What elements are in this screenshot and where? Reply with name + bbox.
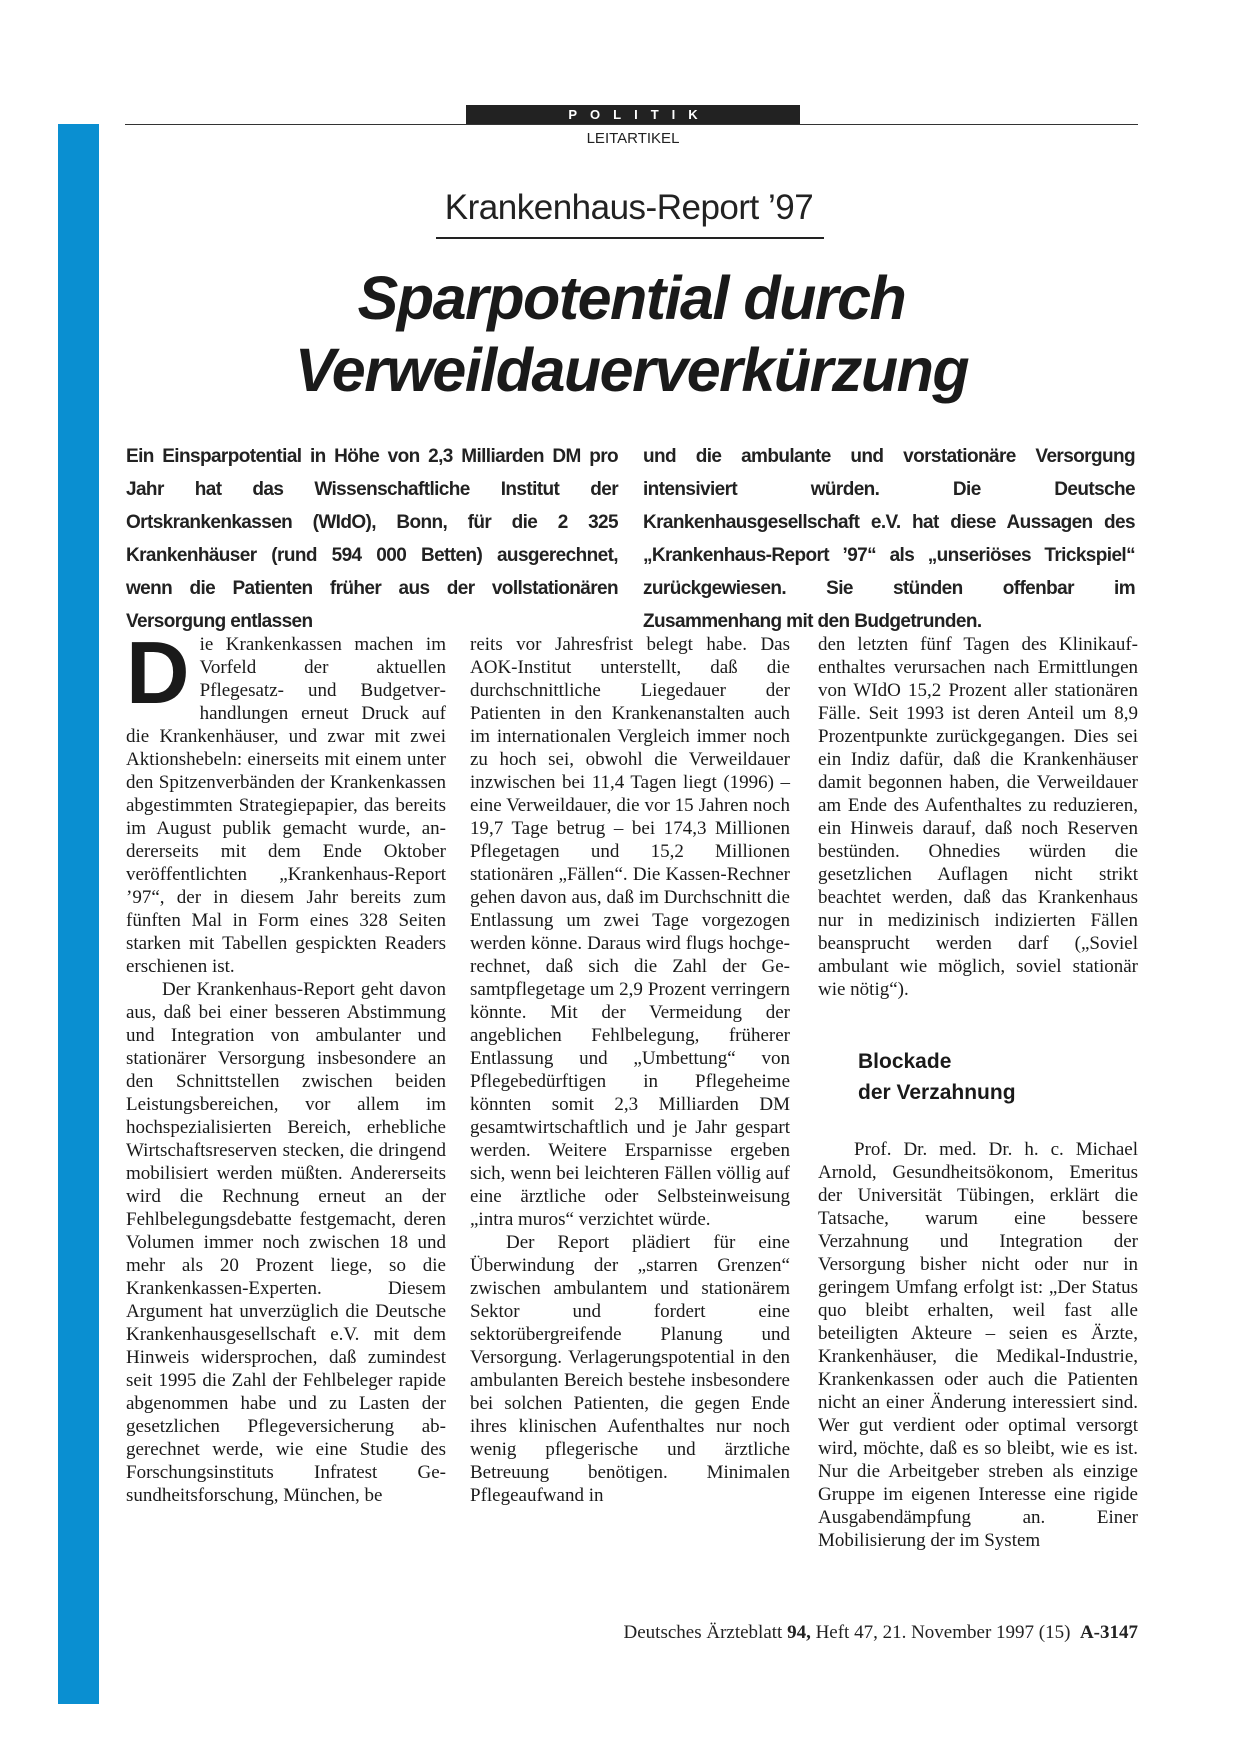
issue-info: Heft 47, 21. November 1997 (15) [815, 1622, 1071, 1643]
body-column-3 [818, 633, 1138, 1552]
headline [125, 262, 1138, 406]
section-label: POLITIK [466, 105, 800, 124]
body-column-2 [470, 633, 790, 1507]
body-paragraph: den letzten fünf Tagen des Klinikaufenthaltes verursachen nach Ermittlungen von WIdO 15,2 Prozent aller stationären Fälle. Seit 1993 ist deren Anteil um 8,9 Prozentpunkte zurückgegangen. Dies sei ein Indiz dafür, daß die Krankenhäuser damit begonnen haben, die Verweildauer am Ende des Aufenthaltes zu reduzieren, ein Hinweis darauf, daß noch Reserven bestünden. Ohnedies würden die gesetzlichen Auflagen nicht strikt beachtet werden, daß das Krankenhaus nur in medizinisch indizierten Fällen beansprucht werden darf („Soviel ambulant wie möglich, soviel stationär wie nötig“). [818, 634, 1138, 1000]
kicker: Krankenhaus-Report ’97 [444, 188, 814, 227]
paragraph-text: ie Krankenkassen machen im Vorfeld der aktuellen Pflegesatz- und Budgetverhandlungen erneut Druck auf die Krankenhäuser, und zwar mit zwei Aktionshebeln: einerseits mit einem unter den Spitzenverbänden der Krankenkassen abgestimmten Strategiepapier, das bereits im August publik gemacht wurde, andererseits mit dem Ende Oktober veröffentlichten „Krankenhaus-Report ’97“, der in diesem Jahr bereits zum fünften Mal in Form eines 328 Seiten starken mit Tabellen gespickten Readers erschienen ist. [126, 634, 446, 977]
kicker-rule [436, 237, 824, 239]
body-paragraph: Prof. Dr. med. Dr. h. c. Michael Arnold, Gesundheitsökonom, Emeritus der Universität Tübingen, erklärt die Tatsache, warum eine bessere Verzahnung und Integration der Versorgung bisher nicht oder nur in geringem Umfang erfolgt ist: „Der Status quo bleibt erhalten, weil fast alle beteiligten Akteure – seien es Ärzte, Krankenhäuser, die Medikal-Industrie, Krankenkassen oder auch die Patienten nicht an einer Änderung interessiert sind. Wer gut verdient oder optimal versorgt wird, möchte, daß es so bleibt, wie es ist. Nur die Arbeitgeber streben als einzige Gruppe im eigenen Interesse eine rigide Ausgabendämpfung an. Einer Mobilisierung der im System [818, 1139, 1138, 1551]
subheading-line-1: Blockade [858, 1050, 952, 1073]
lead-left: Ein Einsparpotential in Höhe von 2,3 Milliarden DM pro Jahr hat das Wissenschaftliche Institut der Ortskrankenkassen (WIdO), Bonn, für die 2 325 Krankenhäuser (rund 594 000 Betten) ausgerechnet, wenn die Patienten früher aus der vollstationären Versorgung entlassen [126, 446, 618, 632]
drop-cap: D [126, 623, 190, 722]
page-number: A-3147 [1079, 1622, 1138, 1643]
header-rule [125, 124, 1138, 125]
headline-line-2: Verweildauerverkürzung [294, 336, 969, 404]
journal-volume: 94, [787, 1622, 811, 1643]
body-paragraph: Der Report plädiert für eine Überwindung der „starren Grenzen“ zwischen ambulantem und stationärem Sektor und fordert eine sektorübergreifende Planung und Versorgung. Verlagerungspotential in den ambulanten Bereich bestehe insbesondere bei solchen Patienten, die gegen Ende ihres klinischen Aufenthaltes nur noch wenig pflegerische und ärztliche Betreuung benötigen. Minimalen Pflegeaufwand in [470, 1232, 790, 1506]
body-column-1 [126, 623, 446, 1507]
section-sublabel: LEITARTIKEL [586, 130, 680, 147]
journal-name: Deutsches Ärzteblatt [623, 1622, 783, 1643]
body-paragraph [126, 623, 446, 978]
subheading-line-2: der Verzahnung [858, 1081, 1016, 1104]
body-paragraph: Der Krankenhaus-Report geht davon aus, daß bei einer besseren Abstimmung und Integration von ambulanter und stationärer Versorgung insbesondere an den Schnittstellen zwischen beiden Leistungsbereichen, vor allem im hochspezialisierten Bereich, erhebliche Wirtschaftsreserven stecken, die dringend mobilisiert werden müßten. Andererseits wird die Rechnung erneut an der Fehlbelegungsdebatte festgemacht, deren Volumen immer noch zwischen 18 und mehr als 20 Prozent liege, so die Krankenkassen-Experten. Diesem Argument hat unverzüglich die Deutsche Krankenhausgesellschaft e.V. mit dem Hinweis widersprochen, daß zumindest seit 1995 die Zahl der Fehlbeleger rapide abgenommen habe und zu Lasten der gesetzlichen Pflegeversicherung abgerechnet werde, wie eine Studie des Forschungsinstituts Infratest Gesundheitsforschung, München, be [126, 979, 446, 1506]
headline-line-1: Sparpotential durch [357, 264, 906, 332]
page-footer [624, 1622, 1138, 1644]
lead-right: und die ambulante und vorstationäre Versorgung intensiviert würden. Die Deutsche Krankenhausgesellschaft e.V. hat diese Aussagen des „Krankenhaus-Report ’97“ als „unseriöses Trickspiel“ zurückgewiesen. Sie stünden offenbar im Zusammenhang mit den Budgetrunden. [643, 446, 1135, 632]
subheading [858, 1046, 1138, 1108]
body-paragraph: reits vor Jahresfrist belegt habe. Das AOK-Institut unterstellt, daß die durchschnittliche Liegedauer der Patienten in den Krankenanstalten auch im internationalen Vergleich immer noch zu hoch sei, obwohl die Verweildauer inzwischen bei 11,4 Tagen liegt (1996) – eine Verweildauer, die vor 15 Jahren noch 19,7 Tage betrug – bei 174,3 Millionen Pflegetagen und 15,2 Millionen stationären „Fällen“. Die Kassen-Rechner gehen davon aus, daß im Durchschnitt die Entlassung um zwei Tage vorgezogen werden könne. Daraus wird flugs hochgerechnet, daß sich die Zahl der Gesamtpflegetage um 2,9 Prozent verringern könnte. Mit der Vermeidung der angeblichen Fehlbelegung, früherer Entlassung und „Umbettung“ von Pflegebedürftigen in Pflegeheime könnten somit 2,3 Milliarden DM gesamtwirtschaftlich und je Jahr gespart werden. Weitere Ersparnisse ergeben sich, wenn bei leichteren Fällen völlig auf eine ärztliche oder Selbsteinweisung „intra muros“ verzichtet würde. [470, 634, 790, 1230]
accent-bar [58, 124, 99, 1704]
